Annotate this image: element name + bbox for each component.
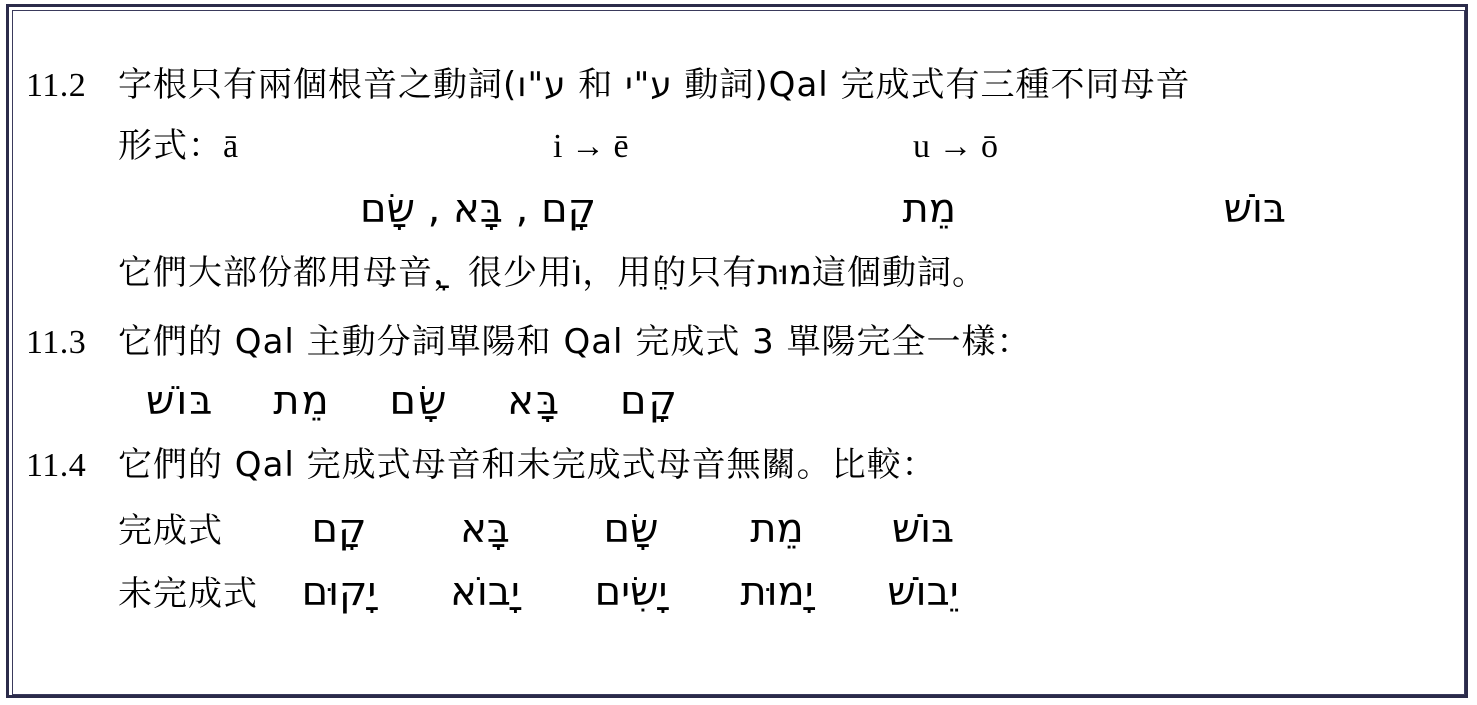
- imperfect-form-3: יָשִׂים: [594, 568, 668, 615]
- vowel-pattern-row: [223, 128, 1243, 166]
- hebrew-examples-a: קָם , בָּא , שָׂם: [360, 185, 596, 232]
- note-text-part-1: 它們大部份都用母音: [118, 252, 433, 293]
- vowel-pattern-a: ā: [223, 127, 239, 165]
- table-row-perfect: [26, 503, 1451, 552]
- hebrew-examples-e: מֵת: [902, 185, 956, 232]
- section-11-2-line-1: [26, 62, 1451, 109]
- imperfect-form-5: יֵבוֹשׁ: [887, 568, 959, 615]
- vowel-pattern-i-e: i → ē: [553, 127, 629, 165]
- table-row-imperfect: [26, 566, 1451, 615]
- section-number-11-2: 11.2: [26, 67, 87, 104]
- note-text-part-2: ，很少用: [433, 252, 573, 293]
- section-number-11-3: 11.3: [26, 323, 87, 361]
- section-11-3-hebrew-row: [26, 378, 1451, 424]
- section-11-4-text-1: 它們的 Qal 完成式母音和未完成式母音無關。比較：: [118, 444, 937, 485]
- imperfect-form-2: יָבוֹא: [450, 568, 520, 615]
- note-text-part-3: ，用: [582, 252, 653, 293]
- perfect-form-3: שָׂם: [603, 505, 659, 552]
- note-text-part-5: 這個動詞。: [811, 252, 987, 293]
- hebrew-examples-o: בּוֹשׁ: [1223, 185, 1286, 232]
- row-label-imperfect: 未完成式: [118, 573, 258, 614]
- vowel-pattern-u-o: u → ō: [913, 127, 998, 165]
- section-11-3-hebrew-forms: קָם בָּא שָׂם מֵת בּוֹשׁ: [146, 377, 679, 424]
- row-label-perfect: 完成式: [118, 510, 223, 551]
- perfect-form-4: מֵת: [750, 505, 804, 552]
- document-content: [26, 24, 1451, 681]
- hebrew-example-row: [26, 186, 1451, 232]
- note-hebrew-word-mut: מוּת: [757, 252, 812, 293]
- section-11-3-line-1: [26, 319, 1451, 366]
- imperfect-form-4: יָמוּת: [740, 568, 814, 615]
- section-11-2-note: [26, 250, 1451, 297]
- note-text-part-4: 的只有: [652, 252, 758, 293]
- section-11-4-line-1: [26, 442, 1451, 489]
- perfect-form-5: בּוֹשׁ: [891, 505, 955, 552]
- section-11-3-text-1: 它們的 Qal 主動分詞單陽和 Qal 完成式 3 單陽完全一樣：: [118, 321, 1032, 362]
- section-11-2-text-1: 字根只有兩個根音之動詞(ע"ו 和 ע"י 動詞)Qal 完成式有三種不同母音: [118, 65, 1191, 105]
- note-vowel-holem: וֹ: [573, 252, 583, 293]
- section-11-2-form-label: 形式：: [118, 125, 223, 166]
- perfect-form-1: קָם: [311, 505, 367, 552]
- imperfect-form-1: יָקוּם: [301, 568, 377, 615]
- perfect-form-2: בָּא: [460, 505, 510, 552]
- section-number-11-4: 11.4: [26, 446, 87, 484]
- section-11-2-line-2: [26, 123, 1451, 170]
